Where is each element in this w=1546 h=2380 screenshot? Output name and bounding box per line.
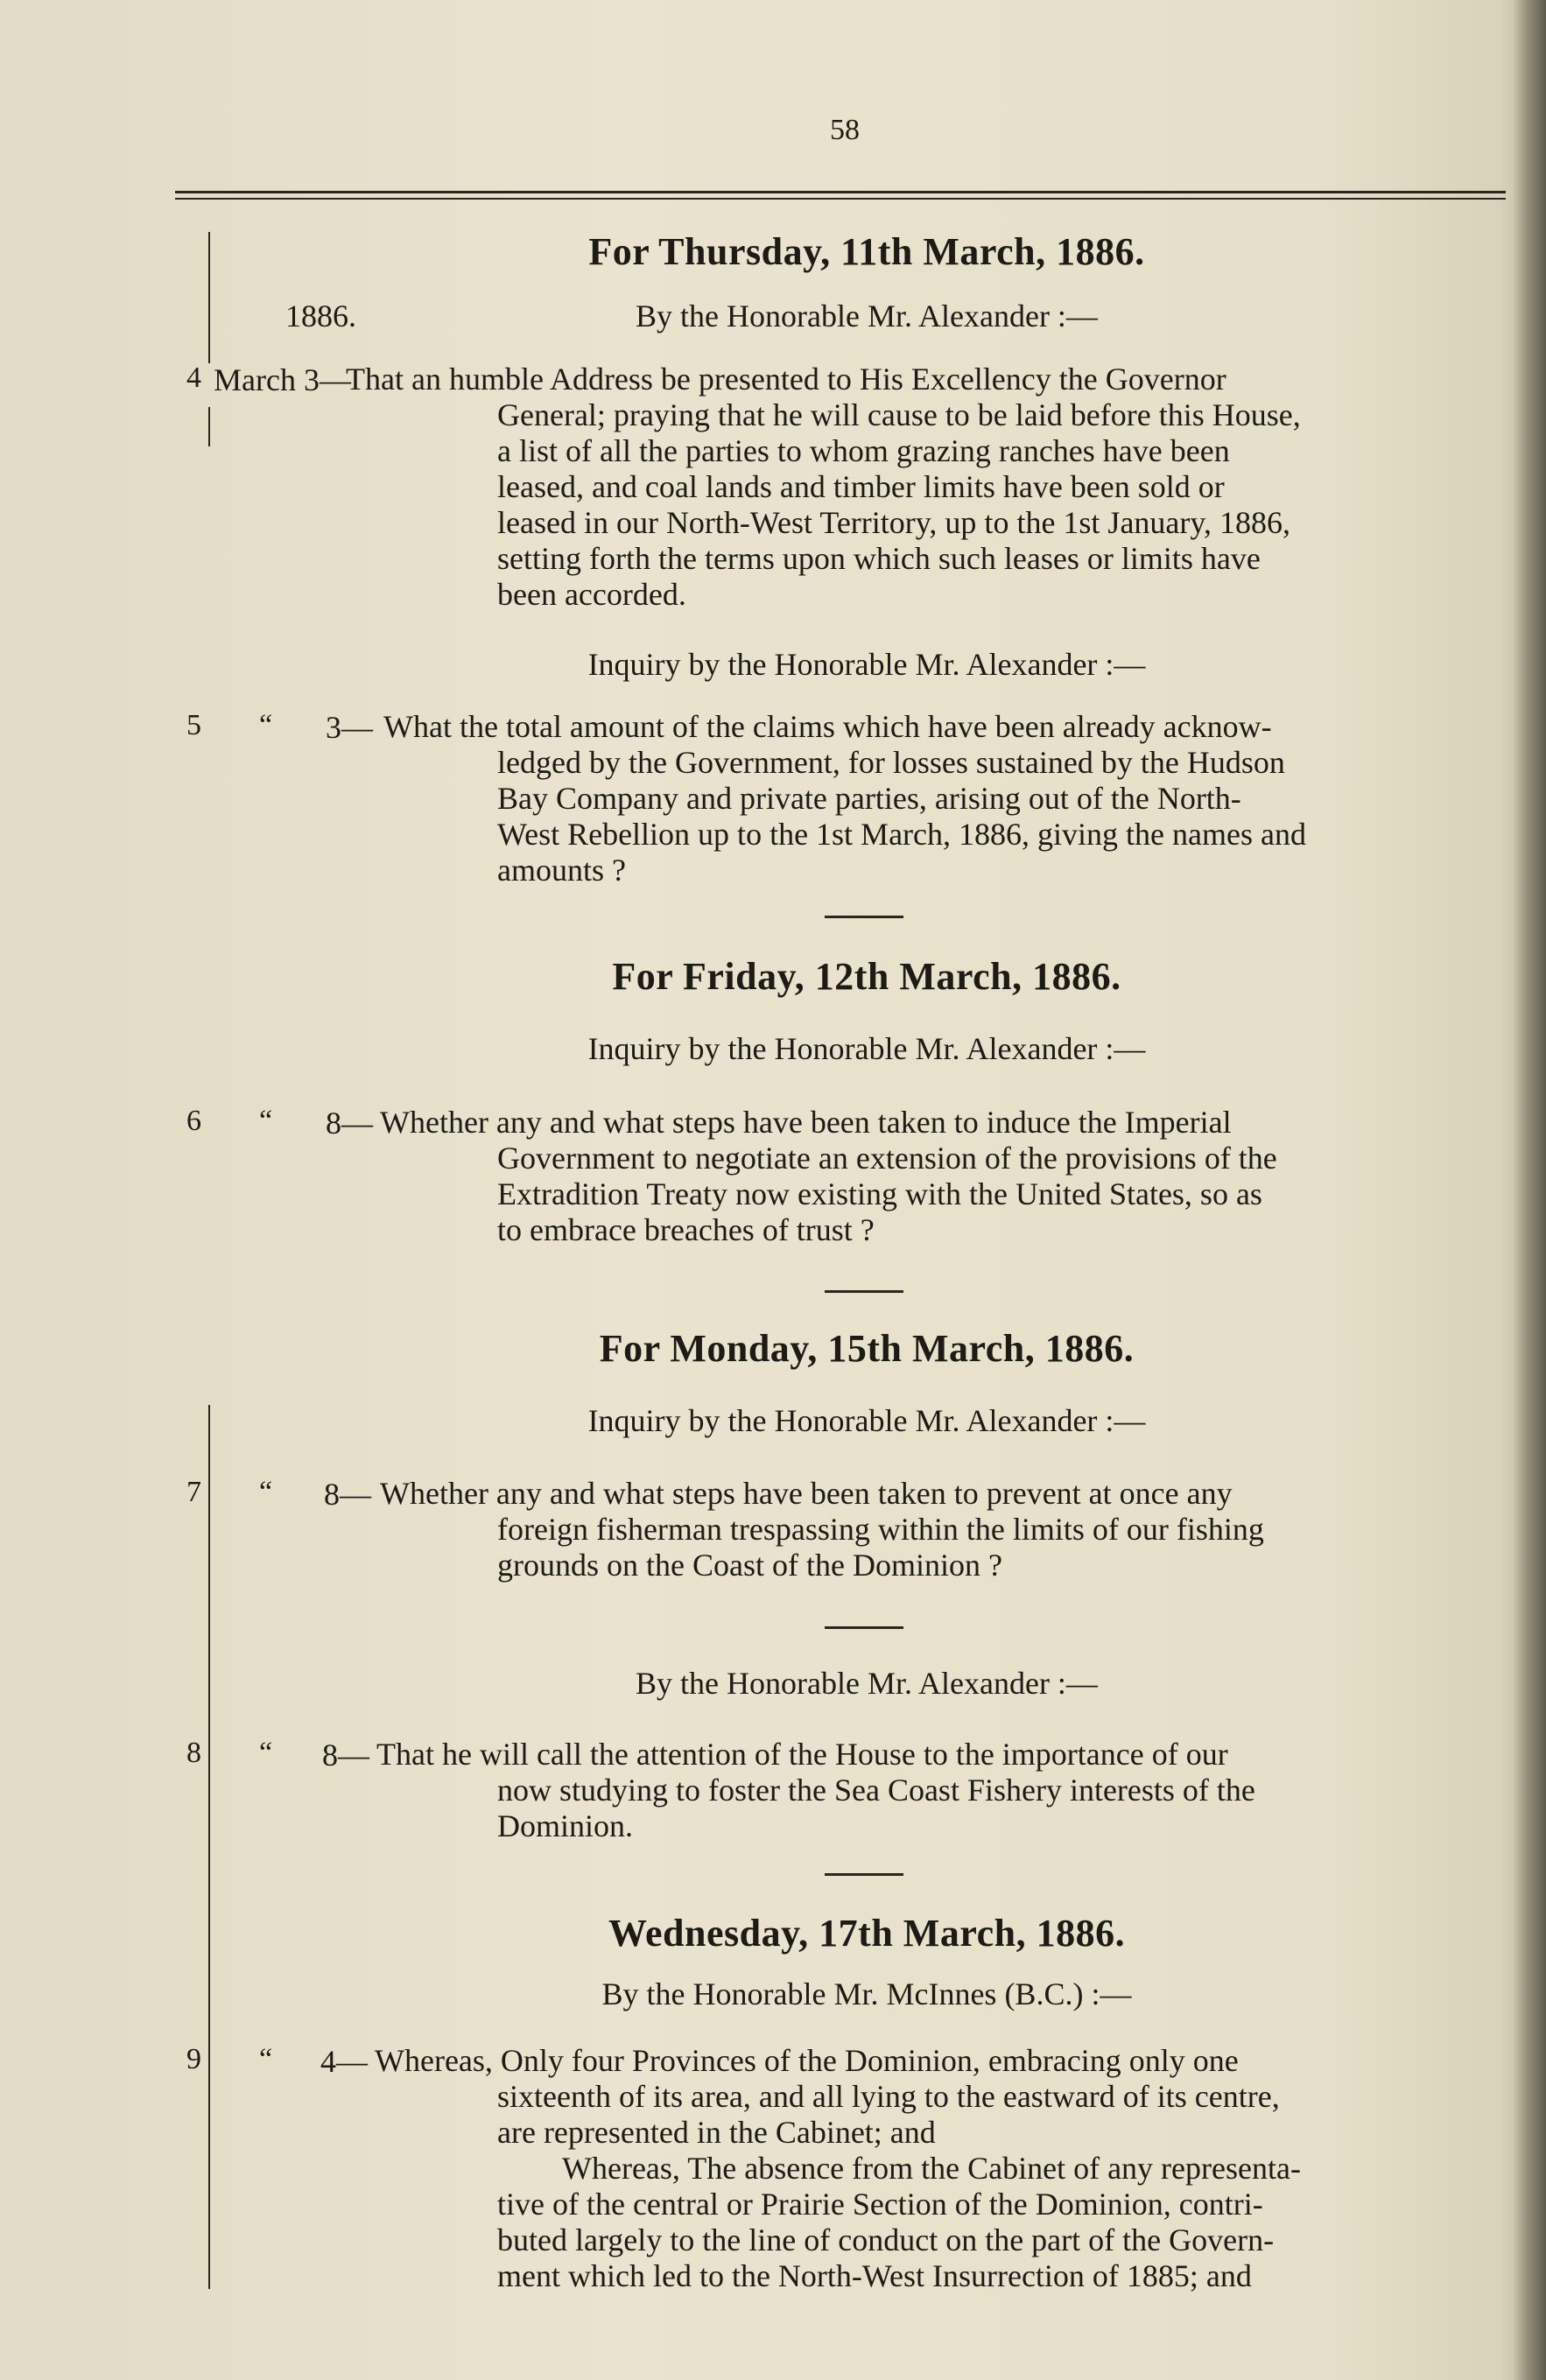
entry-text [497, 2079, 1497, 2151]
motion-intro: By the Honorable Mr. Alexander :— [636, 1666, 1098, 1701]
entry-line: foreign fisherman trespassing within the limits of our fishing [497, 1512, 1264, 1547]
entry-text [383, 709, 1508, 745]
entry-date-ref: March 3— [214, 362, 351, 397]
entry-line: leased, and coal lands and timber limits have been sold or [497, 469, 1225, 504]
motion-intro: By the Honorable Mr. McInnes (B.C.) :— [601, 1976, 1132, 2011]
entry-line: a list of all the parties to whom grazing ranches have been [497, 433, 1230, 468]
margin-rule [208, 407, 210, 446]
entry-line: Extradition Treaty now existing with the United States, so as [497, 1176, 1262, 1211]
entry-line: now studying to foster the Sea Coast Fishery interests of the [497, 1773, 1255, 1808]
entry-line: Bay Company and private parties, arising out of the North- [497, 781, 1241, 816]
ditto-mark: “ [259, 1737, 273, 1769]
entry-text [380, 1476, 1507, 1512]
entry-number: 4 [186, 362, 201, 394]
session-year: 1886. [285, 298, 356, 333]
entry-line: That an humble Address be presented to His Excellency the Governor [346, 362, 1226, 397]
entry-number: 7 [186, 1476, 201, 1508]
entry-text [497, 1512, 1504, 1583]
section-divider [825, 1626, 903, 1629]
entry-line: to embrace breaches of trust ? [497, 1212, 875, 1247]
inquiry-intro: Inquiry by the Honorable Mr. Alexander :— [587, 1031, 1146, 1066]
section-divider [825, 1290, 903, 1293]
entry-line: Whereas, The absence from the Cabinet of any representa- [562, 2151, 1301, 2186]
entry-text [497, 1141, 1504, 1248]
header-rule-secondary [175, 198, 1506, 200]
margin-rule [208, 232, 210, 363]
entry-date-ref: 8— [324, 1477, 371, 1512]
entry-line: What the total amount of the claims which have been already acknow- [383, 709, 1272, 744]
ditto-mark: “ [259, 1105, 273, 1137]
entry-line: are represented in the Cabinet; and [497, 2115, 936, 2150]
ditto-mark: “ [259, 2043, 273, 2075]
motion-intro: By the Honorable Mr. Alexander :— [636, 298, 1098, 333]
inquiry-intro: Inquiry by the Honorable Mr. Alexander :— [587, 647, 1146, 682]
header-rule [175, 191, 1506, 193]
entry-line: West Rebellion up to the 1st March, 1886, giving the names and [497, 817, 1306, 852]
ditto-mark: “ [259, 1476, 273, 1508]
entry-line: leased in our North-West Territory, up to the 1st January, 1886, [497, 505, 1291, 540]
entry-text [346, 362, 1508, 397]
ditto-mark: “ [259, 709, 273, 741]
entry-line: ment which led to the North-West Insurrection of 1885; and [497, 2258, 1252, 2293]
entry-line: buted largely to the line of conduct on the part of the Govern- [497, 2222, 1275, 2257]
page-edge-shadow [1513, 0, 1546, 2380]
entry-text [380, 1105, 1507, 1141]
margin-rule [208, 1405, 210, 2289]
entry-text [376, 1737, 1507, 1773]
entry-line: amounts ? [497, 853, 626, 888]
entry-number: 9 [186, 2043, 201, 2075]
entry-date-ref: 8— [326, 1106, 373, 1141]
entry-line: Whether any and what steps have been taken to induce the Imperial [380, 1105, 1232, 1140]
entry-text [497, 2187, 1497, 2294]
entry-number: 8 [186, 1737, 201, 1769]
entry-line: setting forth the terms upon which such leases or limits have [497, 541, 1261, 576]
section-heading: For Friday, 12th March, 1886. [612, 955, 1121, 998]
entry-line: Dominion. [497, 1808, 634, 1843]
section-heading: For Thursday, 11th March, 1886. [588, 230, 1145, 273]
section-heading: Wednesday, 17th March, 1886. [608, 1912, 1126, 1955]
entry-line: ledged by the Government, for losses sustained by the Hudson [497, 745, 1285, 780]
entry-line: Government to negotiate an extension of the provisions of the [497, 1141, 1277, 1176]
entry-number: 6 [186, 1105, 201, 1137]
entry-line: General; praying that he will cause to be laid before this House, [497, 397, 1301, 432]
entry-line: tive of the central or Prairie Section of the Dominion, contri- [497, 2187, 1263, 2222]
entry-line: Whether any and what steps have been taken to prevent at once any [380, 1476, 1233, 1511]
entry-text [497, 1773, 1504, 1844]
entry-line: sixteenth of its area, and all lying to the eastward of its centre, [497, 2079, 1280, 2114]
section-divider [825, 1873, 903, 1876]
inquiry-intro: Inquiry by the Honorable Mr. Alexander :— [587, 1403, 1146, 1438]
section-divider [825, 916, 903, 918]
entry-date-ref: 3— [326, 710, 373, 745]
entry-text [497, 397, 1504, 613]
entry-date-ref: 4— [320, 2044, 368, 2079]
entry-number: 5 [186, 709, 201, 741]
entry-text [375, 2043, 1497, 2079]
entry-line: That he will call the attention of the House to the importance of our [376, 1737, 1228, 1772]
entry-line: Whereas, Only four Provinces of the Dominion, embracing only one [375, 2043, 1239, 2078]
entry-text [497, 745, 1504, 888]
entry-line: been accorded. [497, 577, 686, 612]
entry-date-ref: 8— [322, 1738, 369, 1773]
entry-text [562, 2151, 1497, 2187]
entry-line: grounds on the Coast of the Dominion ? [497, 1548, 1002, 1583]
page-number: 58 [830, 114, 860, 146]
section-heading: For Monday, 15th March, 1886. [599, 1327, 1135, 1370]
